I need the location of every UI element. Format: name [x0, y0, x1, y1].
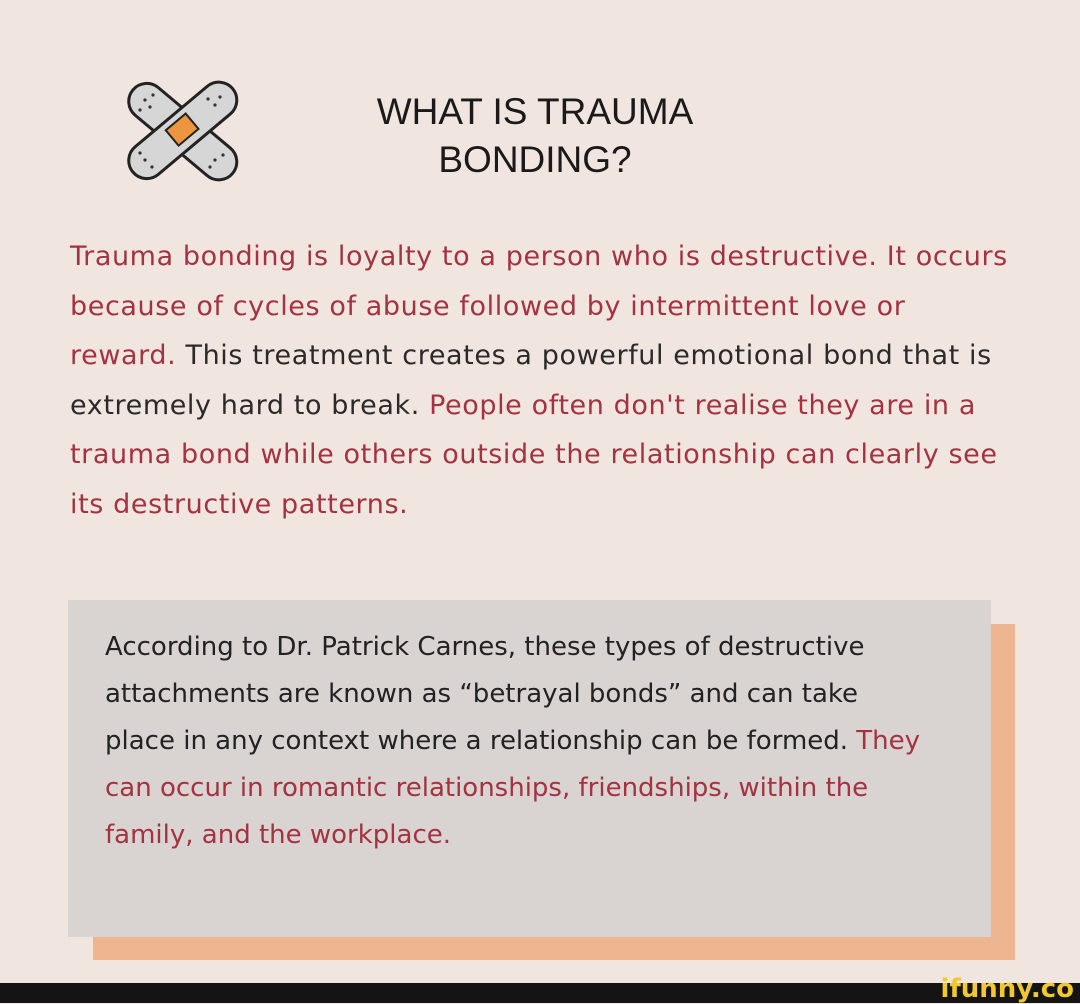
callout-text-main: According to Dr. Patrick Carnes, these types of destructive attachments are known as “betrayal bonds” and can take place in any context where a relationship can be formed.: [105, 632, 865, 756]
title-line-2: BONDING?: [438, 139, 632, 180]
callout-highlight: They can occur in romantic relationships, friendships, within the family, and the workplace.: [105, 726, 921, 850]
callout-text: [105, 624, 935, 859]
intro-highlight-1: Trauma bonding is loyalty to a person who is destructive. It occurs because of cycles of abuse followed by intermittent love or reward.: [70, 241, 1008, 371]
bandage-icon: [120, 75, 245, 185]
intro-text: This treatment creates a powerful emotional bond that is extremely hard to break.: [70, 340, 992, 421]
watermark-bar: [0, 983, 1080, 1003]
page-title: [280, 88, 790, 184]
watermark-logo: ifunny.co: [940, 974, 1074, 1004]
intro-highlight-2: People often don't realise they are in a trauma bond while others outside the relationship can clearly see its destructive patterns.: [70, 389, 998, 520]
intro-paragraph: [70, 232, 1020, 529]
title-line-1: WHAT IS TRAUMA: [376, 91, 694, 132]
